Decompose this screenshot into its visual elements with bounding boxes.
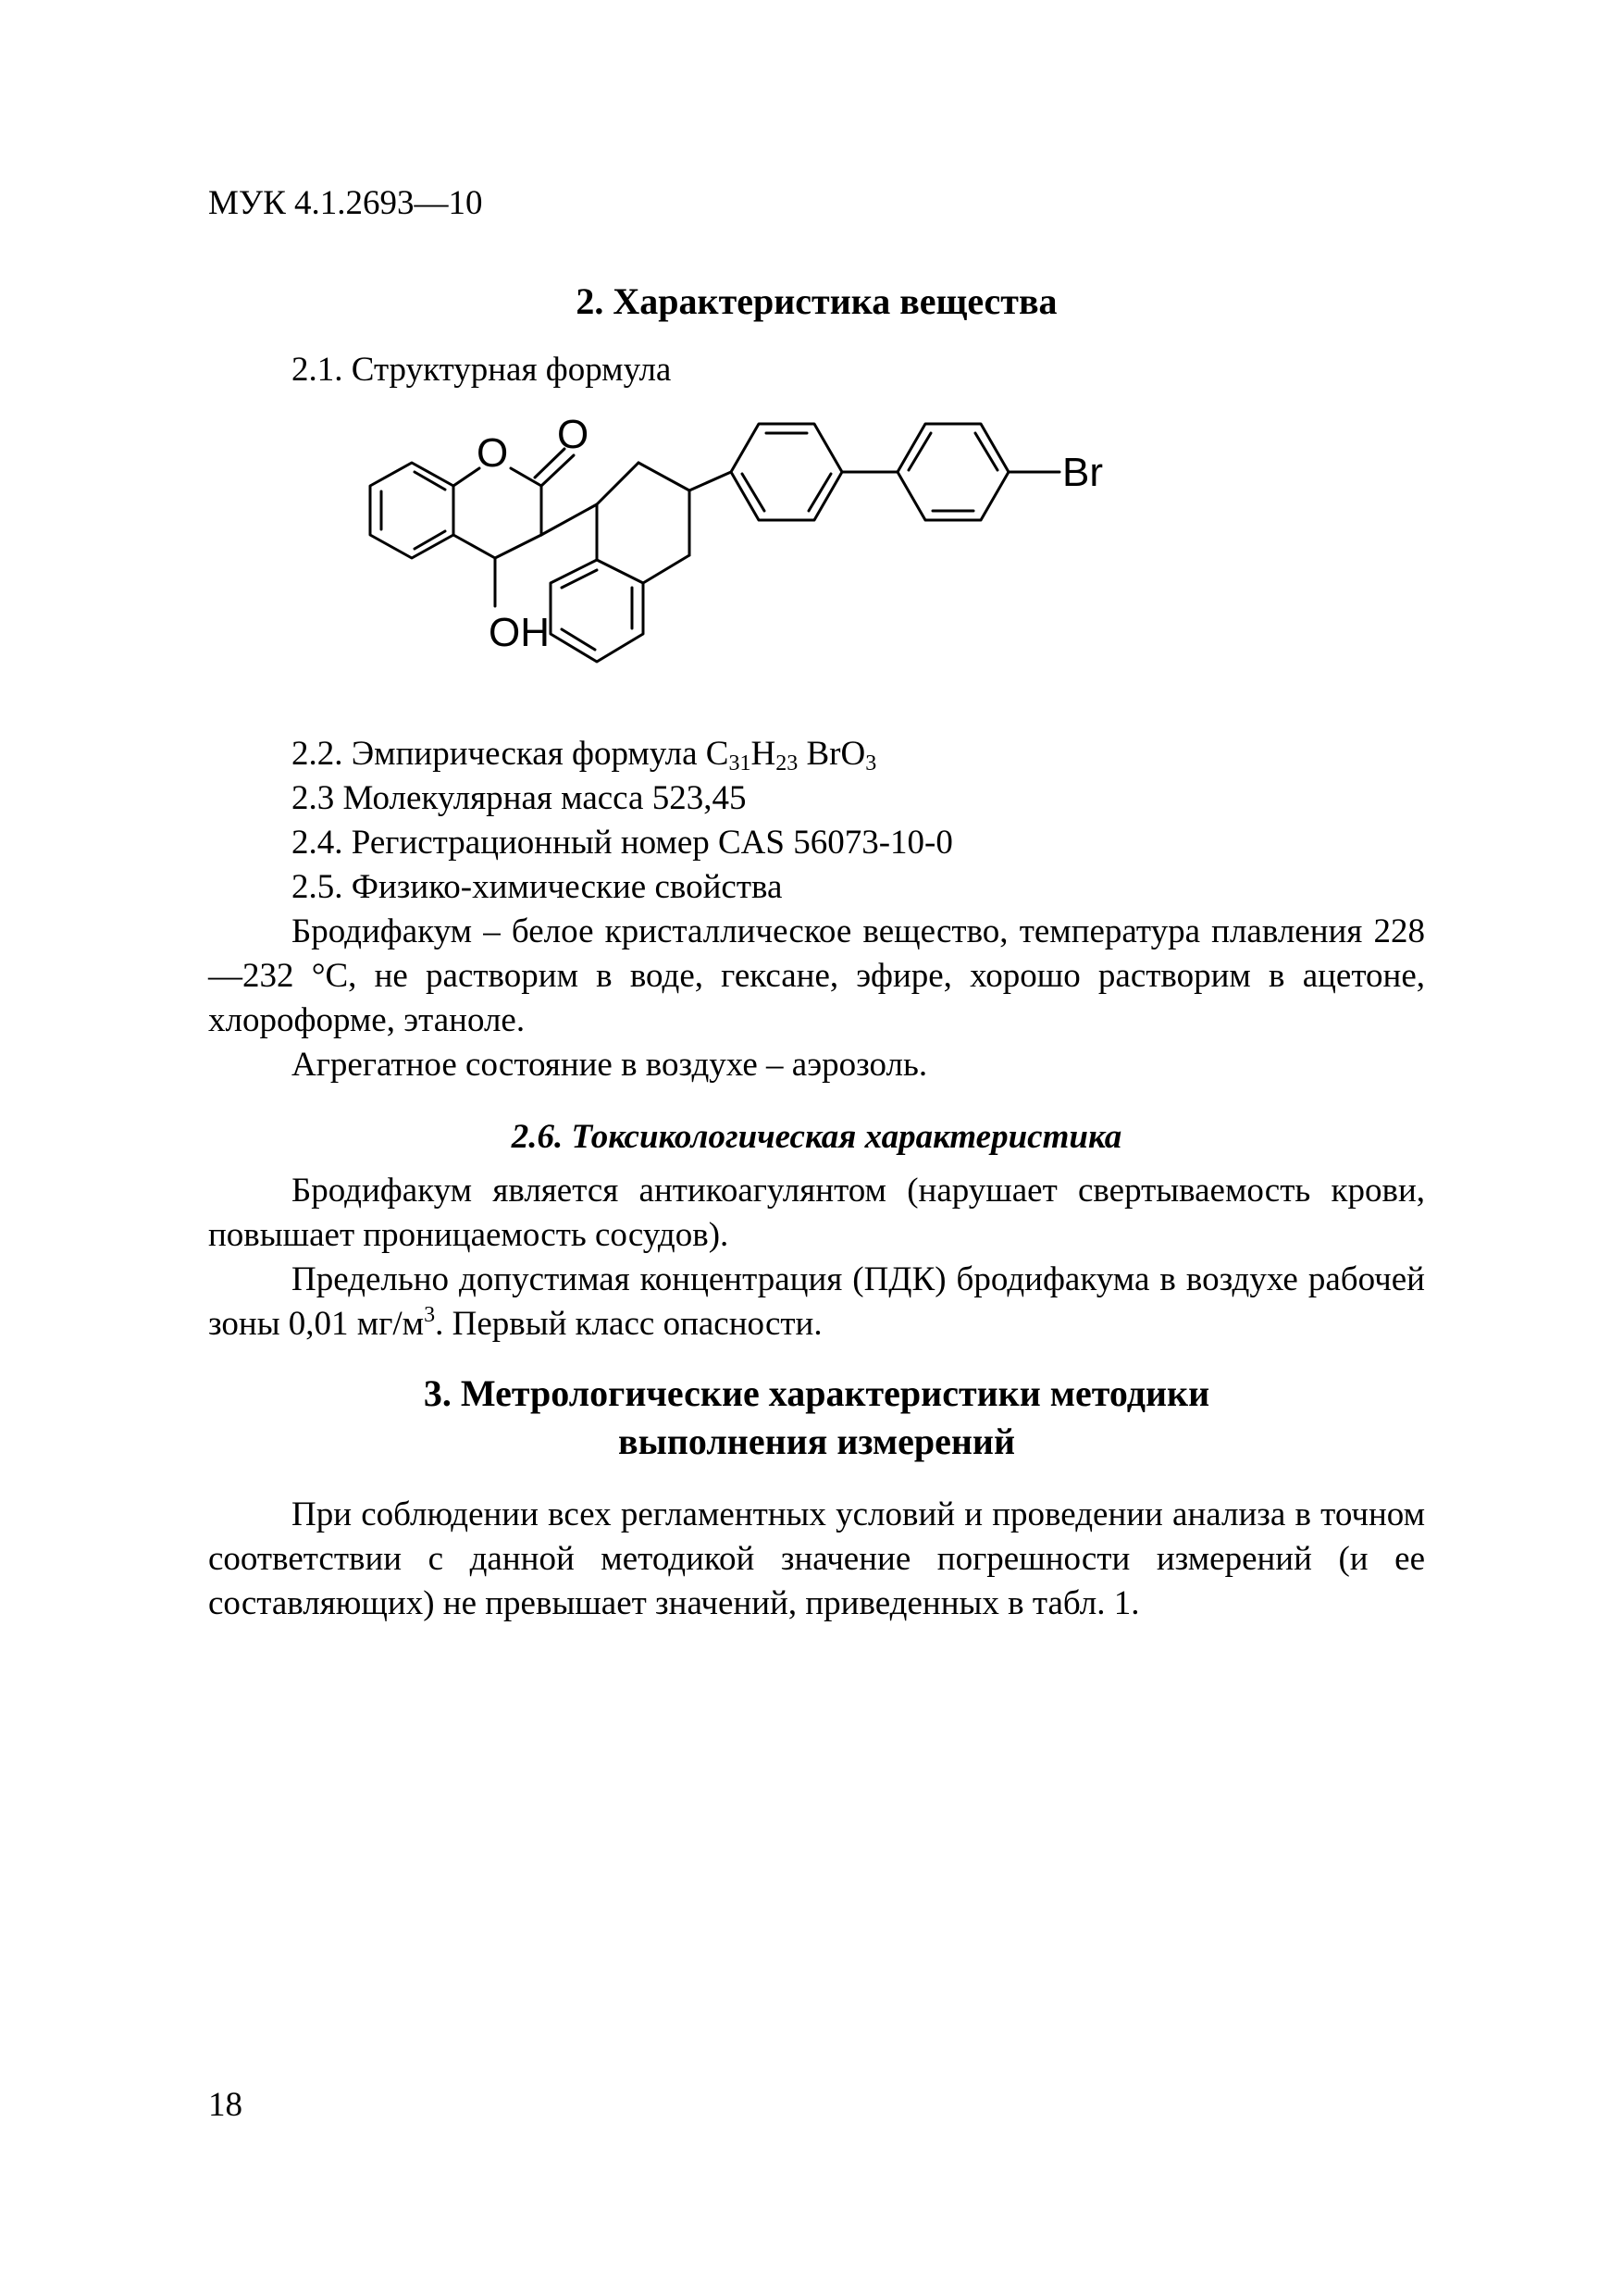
item-2-4-cas-number: 2.4. Регистрационный номер CAS 56073-10-0 — [291, 824, 953, 862]
hydrogen-symbol: H — [750, 735, 776, 773]
item-2-2-empirical-formula — [291, 732, 876, 776]
formula-label-hydroxyl: OH — [489, 610, 550, 655]
formula-label-bromine: Br — [1062, 450, 1103, 495]
properties-paragraph: Бродифакум – белое кристаллическое вещество, температура плавления 228—232 °С, не растворим в воде, гексане, эфире, хорошо растворим в ацетоне, хлороформе, этаноле. — [208, 912, 1425, 1039]
biphenyl-ring-1 — [731, 424, 842, 520]
aggregate-state-paragraph: Агрегатное состояние в воздухе – аэрозоль. — [291, 1046, 928, 1084]
pdk-unit-superscript: 3 — [424, 1303, 436, 1327]
section-3-heading-line-1: 3. Метрологические характеристики методики — [423, 1372, 1210, 1414]
oxygen-count: 3 — [865, 751, 877, 776]
item-2-1-structural-formula: 2.1. Структурная формула — [291, 351, 672, 389]
toxicological-paragraph: Бродифакум является антикоагулянтом (нарушает свертываемость крови, повышает проницаемость сосудов). — [208, 1172, 1425, 1254]
bromine-oxygen-symbol: BrO — [806, 735, 866, 773]
carbon-count: 31 — [728, 751, 751, 776]
pdk-text-main: Предельно допустимая концентрация (ПДК) бродифакума в воздухе рабочей зоны 0,01 мг/м — [208, 1260, 1425, 1343]
pdk-paragraph — [208, 1258, 1425, 1347]
section-3-paragraph: При соблюдении всех регламентных условий и проведении анализа в точном соответствии с данной методикой значение погрешности измерений (и ее составляющих) не превышает значений, приведенных в табл. 1. — [208, 1496, 1425, 1622]
hydrogen-count: 23 — [775, 751, 799, 776]
formula-label-ring-oxygen: O — [477, 430, 509, 476]
biphenyl-ring-2 — [898, 424, 1009, 520]
toxicological-heading: 2.6. Токсикологическая характеристика — [511, 1118, 1122, 1156]
item-2-3-molecular-mass: 2.3 Молекулярная масса 523,45 — [291, 779, 747, 817]
structural-formula-diagram — [352, 398, 1166, 731]
section-2-heading: 2. Характеристика вещества — [576, 280, 1058, 322]
formula-label-carbonyl-oxygen: O — [557, 412, 589, 457]
empirical-formula-prefix: 2.2. Эмпирическая формула C — [291, 735, 729, 773]
item-2-5-physicochemical-properties: 2.5. Физико-химические свойства — [291, 868, 783, 906]
tetralin-aromatic-ring — [551, 560, 643, 662]
pdk-text-tail: . Первый класс опасности. — [435, 1305, 823, 1343]
page-number: 18 — [208, 2086, 242, 2124]
document-code: МУК 4.1.2693—10 — [208, 184, 483, 222]
section-3-heading-line-2: выполнения измерений — [617, 1421, 1016, 1462]
